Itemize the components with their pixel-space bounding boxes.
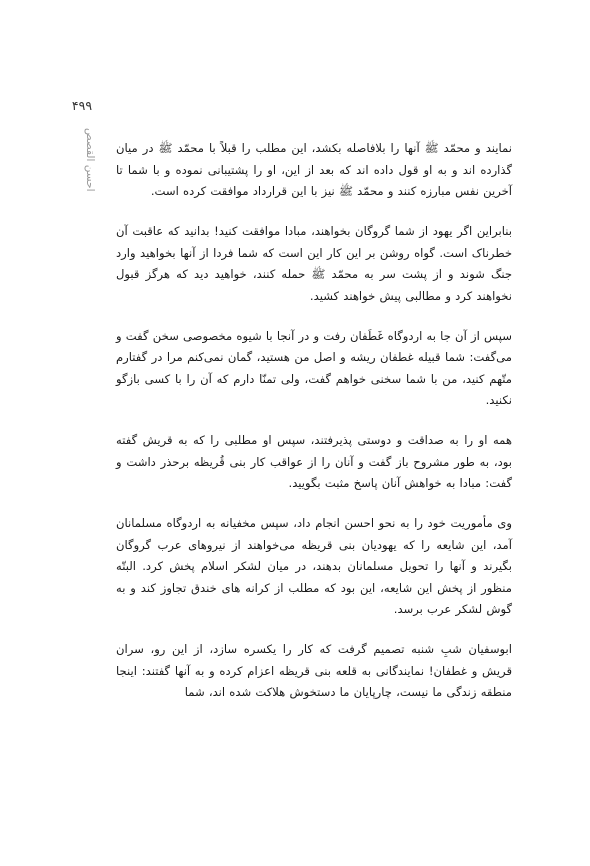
paragraph: وی مأموریت خود را به نحو احسن انجام داد، سپس مخفیانه به اردوگاه مسلمانان آمد، این شایعه را که یهودیان بنی قریظه می‌خواهند از نیروهای عرب گروگان بگیرند و آنها را تحویل مسلمانان بدهند، در میان لشکر اسلام پخش کرد. البتّه منظور از پخش این شایعه، این بود که مطلب از کرانه های خندق تجاوز کند و به گوش لشکر عرب برسد. — [116, 516, 512, 616]
page-number: ۴۹۹ — [71, 98, 93, 113]
paragraph: نمایند و محمّد ﷺ آنها را بلافاصله بکشد، این مطلب را قبلاً با محمّد ﷺ در میان گذارده اند و به او قول داده اند که بعد از این، او را پشتیبانی نموده و با شما تا آخرین نفس مبارزه کنند و محمّد ﷺ نیز با این قرارداد موافقت کرده است. — [116, 141, 512, 198]
paragraph: سپس از آن جا به اردوگاه غَطَفان رفت و در آنجا با شیوه مخصوصی سخن گفت و می‌گفت: شما قبیله غطفان ریشه و اصل من هستید، گمان نمی‌کنم مرا در گفتارم متّهم کنید، من با شما سخنی خواهم گفت، ولی تمنّا دارم که آن را با کسی بازگو نکنید. — [116, 328, 512, 407]
paragraph: بنابراین اگر یهود از شما گروگان بخواهند، مبادا موافقت کنید! بدانید که عاقبت آن خطرناک است. گواه روشن بر این کار این است که شما فردا از آنها بخواهید وارد جنگ شوند و از پشت سر به محمّد ﷺ حمله کنند، خواهید دید که هرگز قبول نخواهند کرد و مطالبی پیش خواهند کشید. — [116, 224, 512, 303]
paragraph: ابوسفیان شبِ شنبه تصمیم گرفت که کار را یکسره سازد، از این رو، سران قریش و غطفان! نمایندگانی به قلعه بنی قریظه اعزام کرده و به آنها گفتند: اینجا منطقه زندگی ما نیست، چارپایان ما دستخوش هلاکت شده اند، شما — [116, 642, 512, 699]
body-text — [116, 138, 512, 704]
running-title: احسن القصص — [84, 128, 96, 192]
paragraph: همه او را به صداقت و دوستی پذیرفتند، سپس او مطلبی را که به قریش گفته بود، به طور مشروح باز گفت و آنان را از عواقب کار بنی قُریظه برحذر داشت و گفت: مبادا به خواهش آنان پاسخ مثبت بگویید. — [116, 433, 512, 490]
